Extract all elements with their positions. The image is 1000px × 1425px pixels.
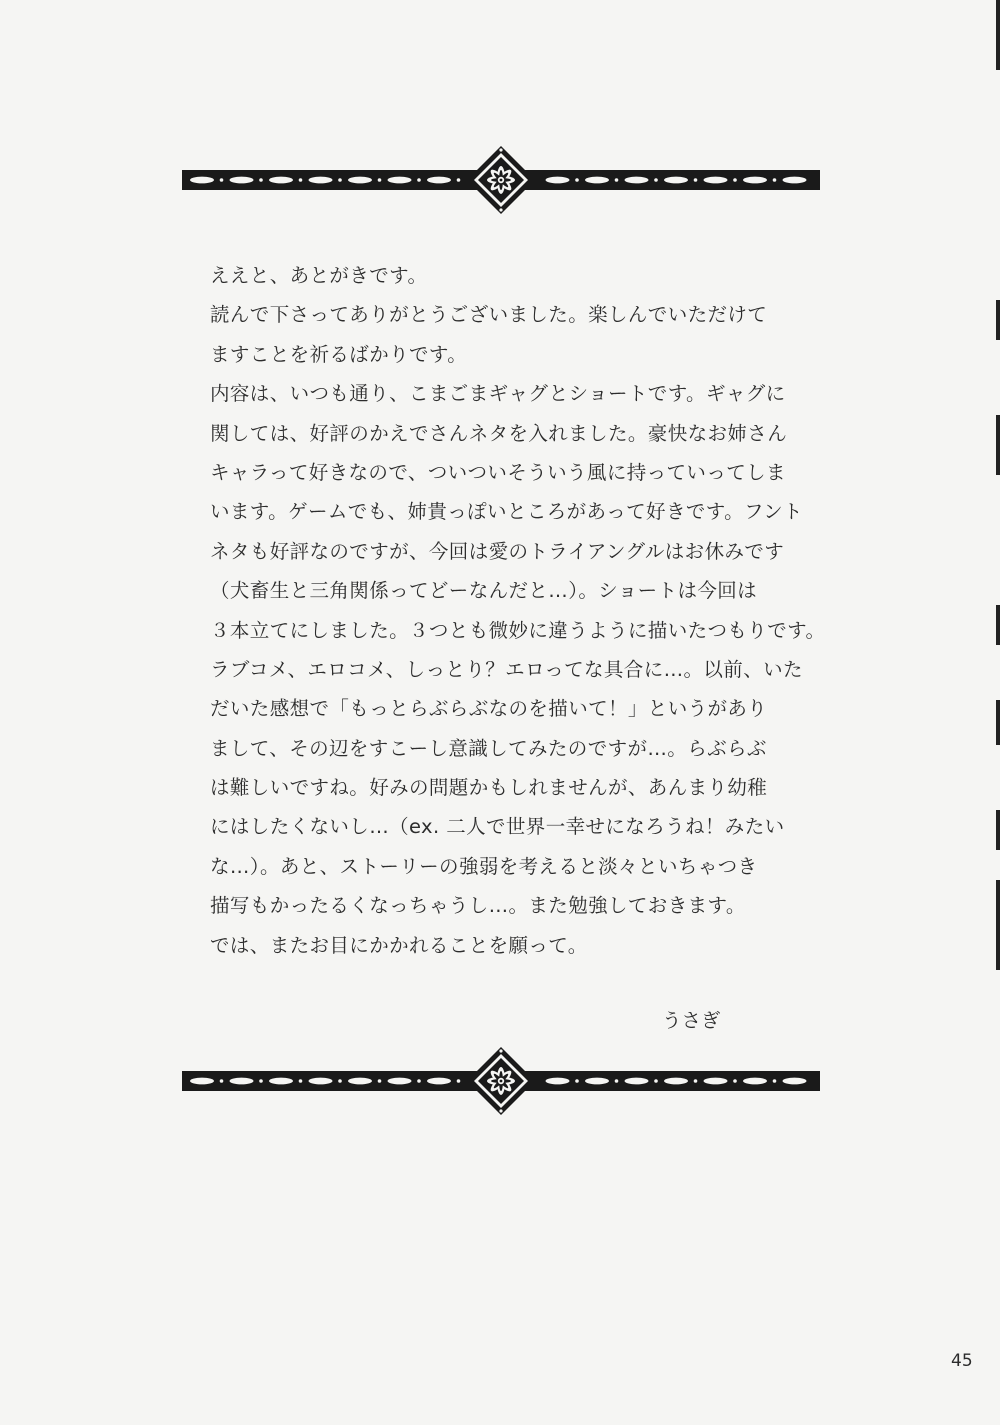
scan-edge-mark [996, 605, 1000, 645]
author-signature: うさぎ [662, 1009, 721, 1032]
afterword-line: ネタも好評なのですが、今回は愛のトライアングルはお休みです [210, 539, 785, 563]
afterword-line: います。ゲームでも、姉貴っぽいところがあって好きです。フント [210, 500, 803, 524]
scan-edge-mark [996, 700, 1000, 745]
afterword-line: ３本立てにしました。３つとも微妙に違うように描いたつもりです。 [210, 618, 826, 642]
afterword-line: ラブコメ、エロコメ、しっとり？エロってな具合に…。以前、いた [210, 657, 803, 681]
bottom-ornament-divider [180, 1046, 822, 1116]
afterword-line: （犬畜生と三角関係ってどーなんだと…）。ショートは今回は [210, 579, 758, 603]
scan-edge-mark [996, 880, 1000, 970]
afterword-line: 内容は、いつも通り、こまごまギャグとショートです。ギャグに [210, 382, 786, 406]
afterword-line: 描写もかったるくなっちゃうし…。また勉強しておきます。 [210, 894, 746, 918]
afterword-line: ますことを祈るばかりです。 [210, 342, 468, 366]
afterword-line: まして、その辺をすこーし意識してみたのですが…。らぶらぶ [210, 736, 767, 760]
afterword-line: だいた感想で「もっとらぶらぶなのを描いて！」というがあり [210, 697, 768, 721]
scan-edge-mark [996, 415, 1000, 475]
afterword-line: は難しいですね。好みの問題かもしれませんが、あんまり幼稚 [210, 776, 768, 800]
scan-edge-mark [996, 300, 1000, 340]
afterword-text [210, 256, 826, 965]
top-ornament-divider [180, 145, 822, 215]
page-number: 45 [951, 1351, 973, 1371]
afterword-line: 読んで下さってありがとうございました。楽しんでいただけて [210, 303, 768, 327]
afterword-line: では、またお目にかかれることを願って。 [210, 933, 588, 957]
afterword-line: にはしたくないし…（ex. 二人で世界一幸せになろうね！みたい [210, 815, 785, 839]
afterword-line: ええと、あとがきです。 [210, 264, 428, 287]
scan-edge-mark [996, 0, 1000, 70]
afterword-line: な…）。あと、ストーリーの強弱を考えると淡々といちゃつき [210, 854, 758, 878]
afterword-line: 関しては、好評のかえでさんネタを入れました。豪快なお姉さん [210, 421, 788, 445]
scan-edge-mark [996, 810, 1000, 850]
afterword-line: キャラって好きなので、ついついそういう風に持っていってしま [210, 460, 786, 484]
